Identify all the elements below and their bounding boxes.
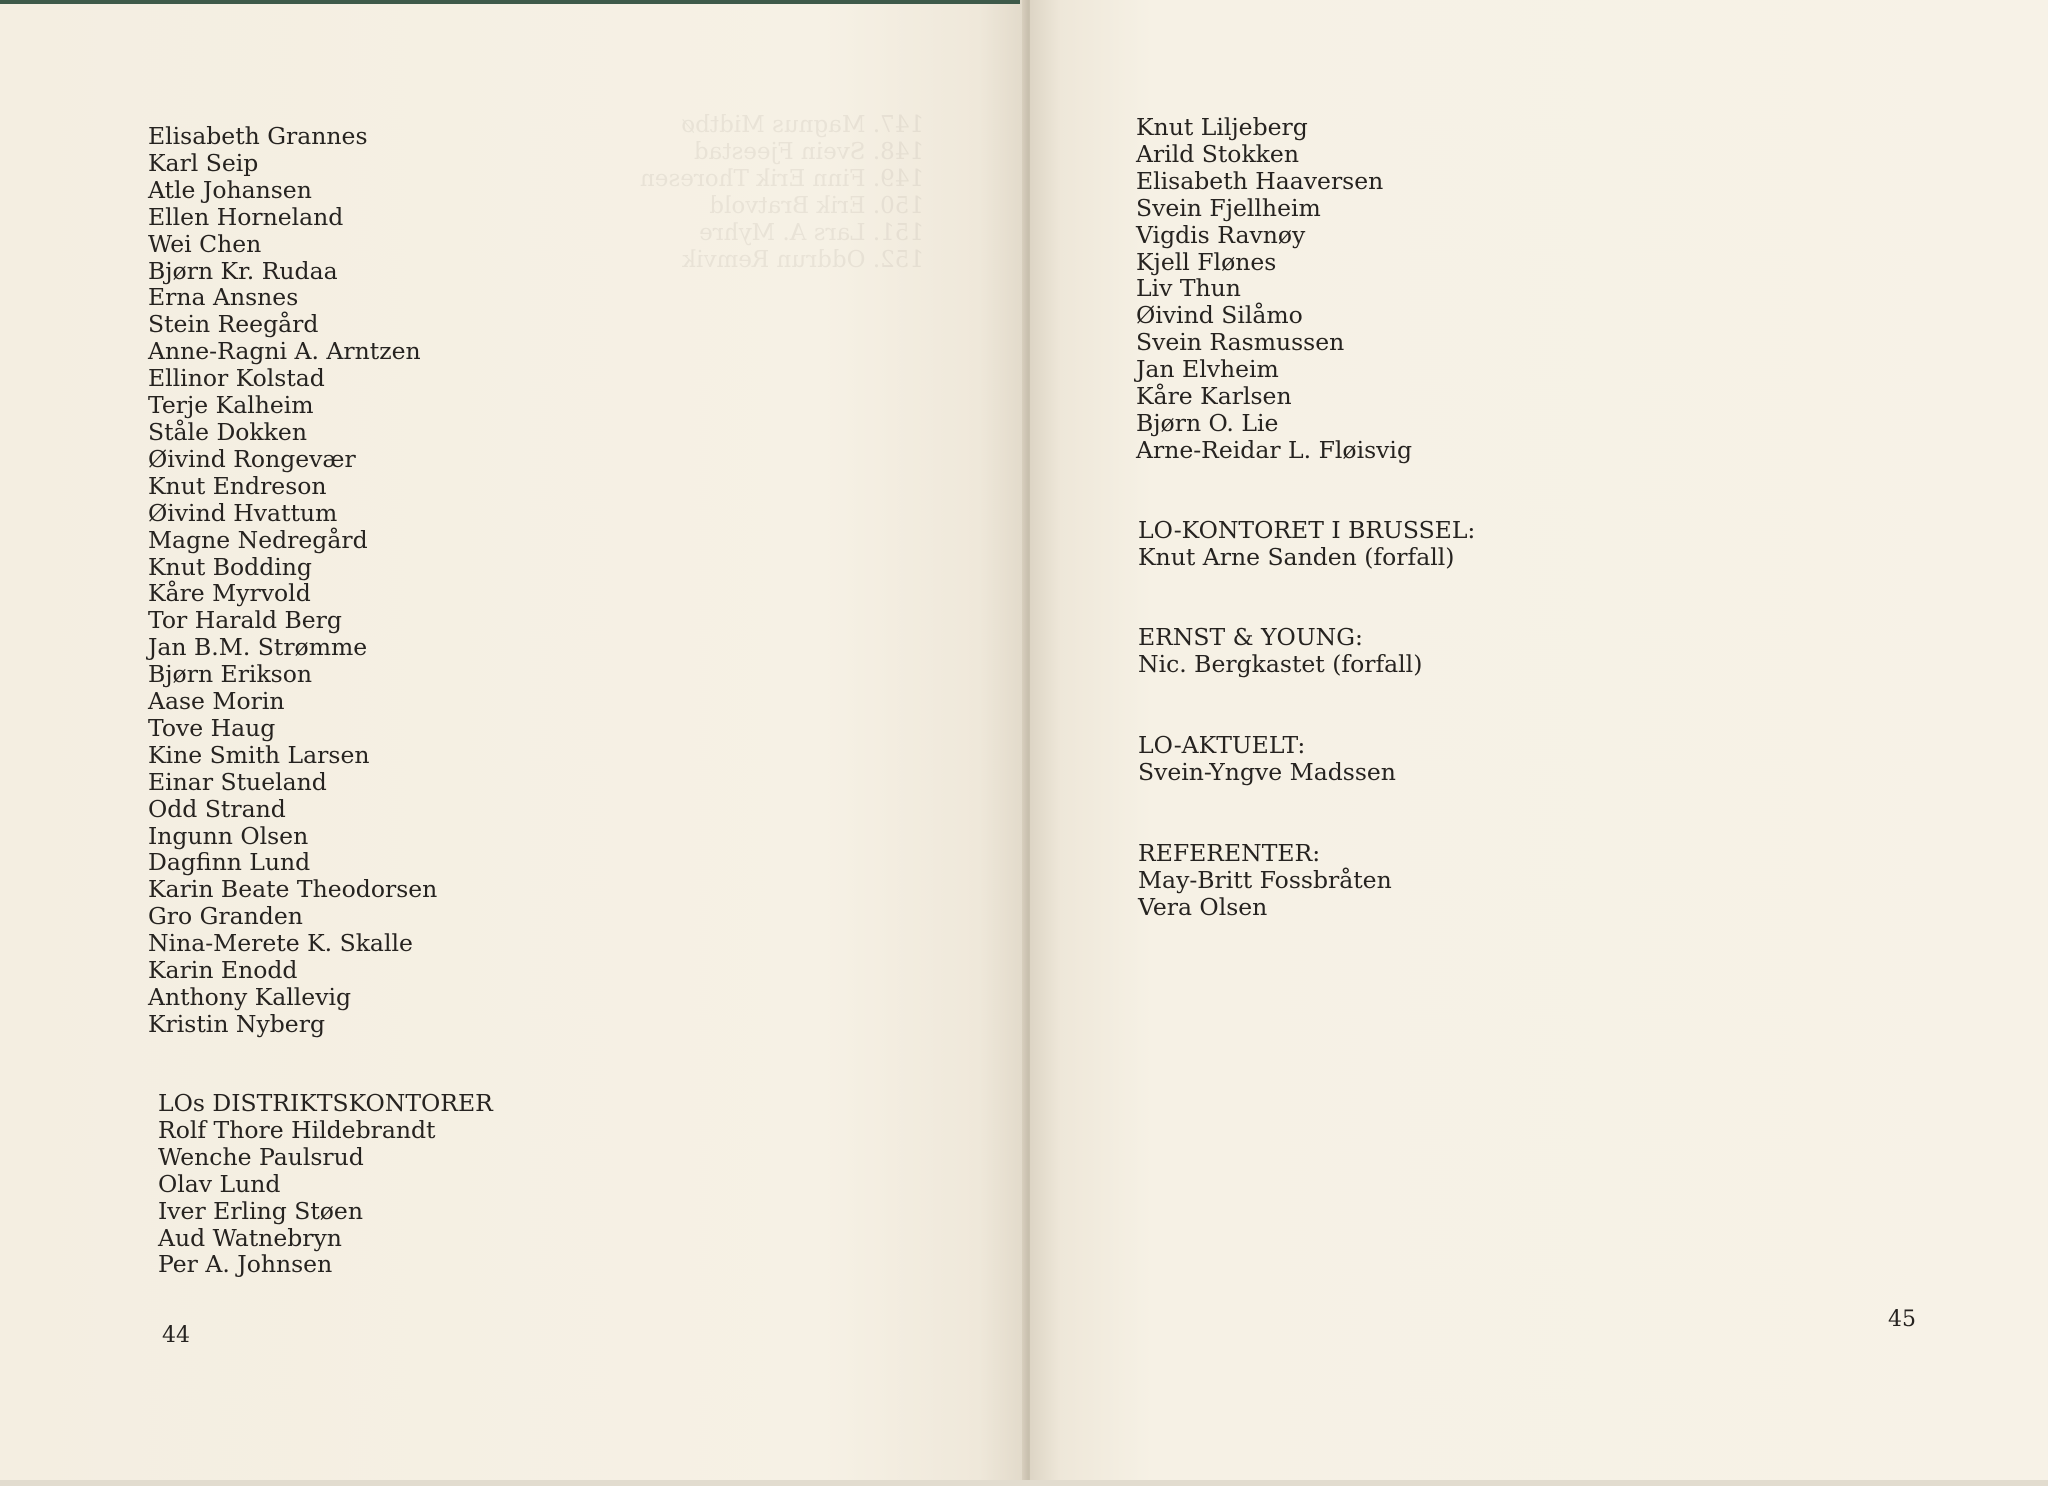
list-item: Gro Granden [148,902,303,931]
list-item: Knut Bodding [148,552,312,581]
list-item: Liv Thun [1136,274,1241,303]
list-item: Bjørn Kr. Rudaa [148,256,338,285]
list-item: Ellinor Kolstad [148,364,325,393]
list-item: Jan Elvheim [1136,355,1279,384]
page-number-right: 45 [1888,1307,1916,1332]
list-item: Per A. Johnsen [158,1250,333,1279]
list-item: Øivind Rongevær [148,444,356,473]
participant-list-right [1136,114,1412,464]
list-item: Øivind Silåmo [1136,301,1303,330]
list-item: Arild Stokken [1136,139,1299,168]
section-heading: LOs DISTRIKTSKONTORER [158,1089,493,1117]
section-heading: ERNST & YOUNG: [1138,623,1363,651]
list-item: Karl Seip [148,148,259,177]
list-item: Odd Strand [148,794,286,823]
list-item: Kine Smith Larsen [148,740,370,769]
page-number-left: 44 [162,1323,190,1348]
referenter-section [1138,840,1392,921]
bottom-page-edge [0,1480,2048,1486]
list-item: Anne-Ragni A. Arntzen [148,337,421,366]
list-item: Atle Johansen [148,175,312,204]
list-item: Kjell Flønes [1136,247,1277,276]
list-item: Kristin Nyberg [148,1009,325,1038]
list-item: Bjørn Erikson [148,660,313,689]
list-item: Nina-Merete K. Skalle [148,929,413,958]
brussels-office-section [1138,517,1475,571]
section-heading: REFERENTER: [1138,839,1321,867]
lo-aktuelt-section [1138,732,1396,786]
list-item: Ingunn Olsen [148,821,309,850]
list-item: Kåre Myrvold [148,579,311,608]
list-item: Bjørn O. Lie [1136,408,1279,437]
list-item: Nic. Bergkastet (forfall) [1138,649,1423,678]
list-item: Jan B.M. Strømme [148,633,368,662]
top-edge-rule [0,0,1020,4]
list-item: Elisabeth Haaversen [1136,166,1384,195]
list-item: Iver Erling Støen [158,1196,363,1225]
list-item: Karin Beate Theodorsen [148,875,438,904]
list-item: Tor Harald Berg [148,606,342,635]
list-item: Elisabeth Grannes [148,122,368,150]
list-item: Vigdis Ravnøy [1136,220,1306,249]
list-item: Svein-Yngve Madssen [1138,757,1396,786]
list-item: Vera Olsen [1138,892,1268,921]
list-item: Terje Kalheim [148,391,314,420]
list-item: Øivind Hvattum [148,498,338,527]
list-item: Rolf Thore Hildebrandt [158,1115,436,1144]
list-item: Svein Fjellheim [1136,193,1321,222]
list-item: Magne Nedregård [148,525,368,554]
right-page [1030,0,2048,1486]
list-item: Erna Ansnes [148,283,299,312]
list-item: Kåre Karlsen [1136,382,1292,411]
list-item: Ellen Horneland [148,202,344,231]
district-offices-section [158,1090,493,1278]
list-item: May-Britt Fossbråten [1138,865,1392,894]
list-item: Svein Rasmussen [1136,328,1345,357]
section-heading: LO-KONTORET I BRUSSEL: [1138,516,1476,544]
list-item: Einar Stueland [148,767,327,796]
list-item: Tove Haug [148,713,276,742]
list-item: Aud Watnebryn [158,1223,342,1252]
list-item: Stein Reegård [148,310,319,339]
list-item: Karin Enodd [148,956,298,985]
list-item: Wenche Paulsrud [158,1142,364,1171]
list-item: Olav Lund [158,1169,281,1198]
list-item: Ståle Dokken [148,417,307,446]
list-item: Aase Morin [148,687,285,716]
list-item: Arne-Reidar L. Fløisvig [1136,435,1412,464]
show-through: 147. Magnus Midtbø 148. Svein Fjeestad 149. Finn Erik Thoresen 150. Erik Bratvold 151. Lars A. Myhre 152. Oddrun Remvik [640,112,924,273]
participant-list-left [148,123,437,1038]
list-item: Anthony Kallevig [148,983,352,1011]
list-item: Dagfinn Lund [148,848,311,877]
list-item: Knut Liljeberg [1136,113,1308,141]
section-heading: LO-AKTUELT: [1138,731,1306,759]
ernst-young-section [1138,624,1422,678]
list-item: Wei Chen [148,229,262,258]
list-item: Knut Endreson [148,471,327,500]
list-item: Knut Arne Sanden (forfall) [1138,542,1455,571]
